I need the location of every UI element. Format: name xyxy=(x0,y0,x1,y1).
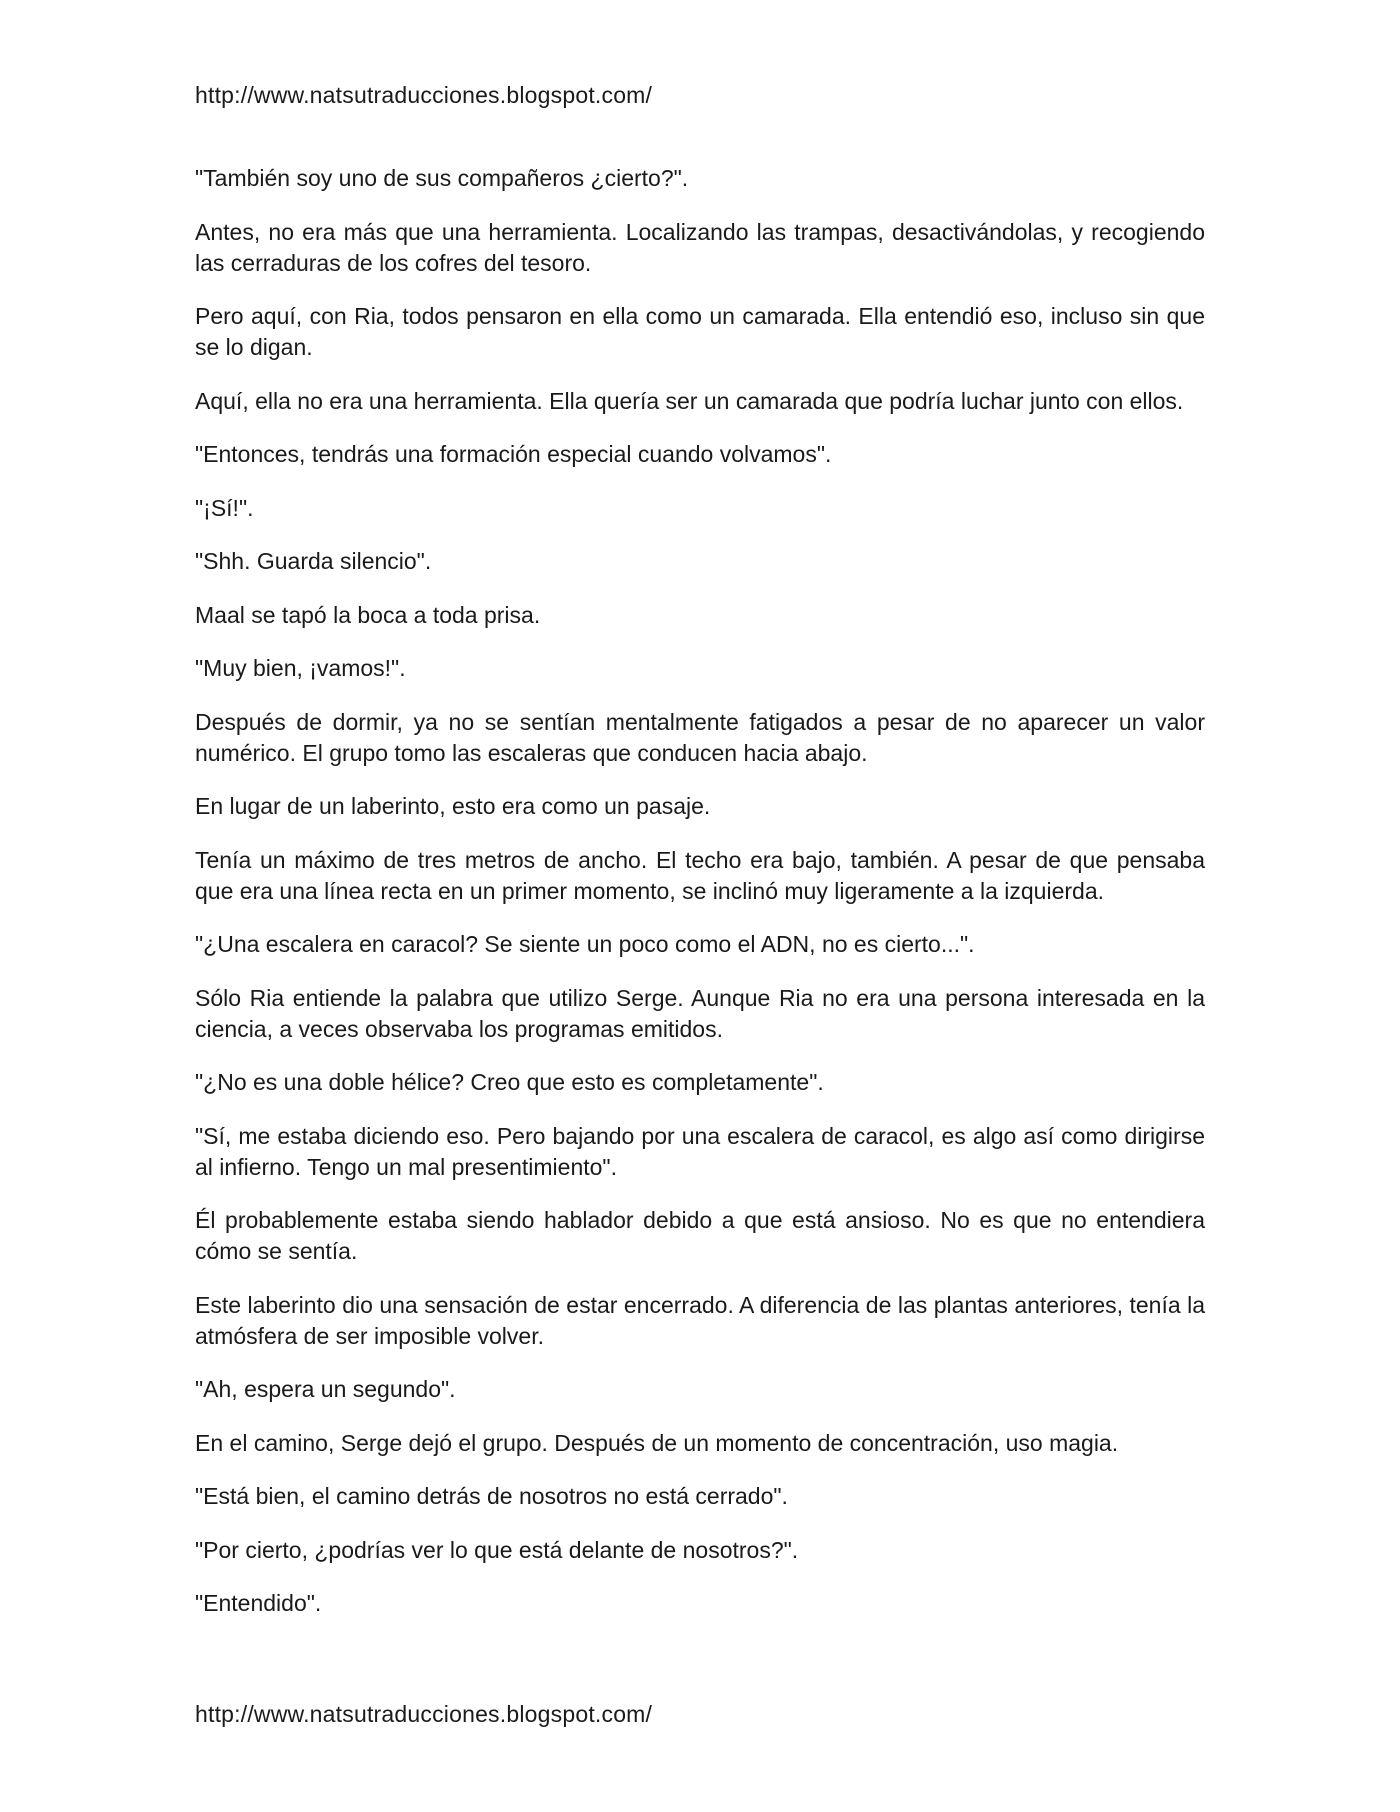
paragraph: "También soy uno de sus compañeros ¿cierto?". xyxy=(195,165,689,191)
paragraph: Aquí, ella no era una herramienta. Ella quería ser un camarada que podría luchar junto con ellos. xyxy=(195,387,1184,414)
body-text xyxy=(195,163,1205,1642)
paragraph: Pero aquí, con Ria, todos pensaron en ella como un camarada. Ella entendió eso, incluso sin que se lo digan. xyxy=(195,303,1205,360)
paragraph: "Ah, espera un segundo". xyxy=(195,1376,456,1402)
paragraph: "¡Sí!". xyxy=(195,494,254,521)
paragraph: Sólo Ria entiende la palabra que utilizo Serge. Aunque Ria no era una persona interesada en la ciencia, a veces observaba los programas emitidos. xyxy=(195,984,1205,1042)
footer-url: http://www.natsutraducciones.blogspot.com/ xyxy=(195,1701,653,1727)
paragraph: Este laberinto dio una sensación de estar encerrado. A diferencia de las plantas anteriores, tenía la atmósfera de ser imposible volver. xyxy=(195,1291,1205,1349)
paragraph: En el camino, Serge dejó el grupo. Después de un momento de concentración, uso magia. xyxy=(195,1429,1119,1456)
paragraph: "Por cierto, ¿podrías ver lo que está delante de nosotros?". xyxy=(195,1536,799,1563)
paragraph: "Entonces, tendrás una formación especial cuando volvamos". xyxy=(195,441,832,467)
paragraph: Antes, no era más que una herramienta. Localizando las trampas, desactivándolas, y recogiendo las cerraduras de los cofres del tesoro. xyxy=(195,218,1205,276)
paragraph: Él probablemente estaba siendo hablador debido a que está ansioso. No es que no entendiera cómo se sentía. xyxy=(195,1207,1205,1264)
paragraph: Después de dormir, ya no se sentían mentalmente fatigados a pesar de no aparecer un valor numérico. El grupo tomo las escaleras que conducen hacia abajo. xyxy=(195,708,1205,766)
paragraph: "¿No es una doble hélice? Creo que esto es completamente". xyxy=(195,1069,824,1095)
paragraph: "¿Una escalera en caracol? Se siente un poco como el ADN, no es cierto...". xyxy=(195,931,975,957)
paragraph: "Muy bien, ¡vamos!". xyxy=(195,655,406,681)
paragraph: En lugar de un laberinto, esto era como un pasaje. xyxy=(195,793,711,819)
paragraph: "Shh. Guarda silencio". xyxy=(195,548,432,574)
header-url: http://www.natsutraducciones.blogspot.com/ xyxy=(195,82,653,108)
paragraph: "Está bien, el camino detrás de nosotros no está cerrado". xyxy=(195,1483,788,1509)
paragraph: Tenía un máximo de tres metros de ancho. El techo era bajo, también. A pesar de que pensaba que era una línea recta en un primer momento, se inclinó muy ligeramente a la izquierda. xyxy=(195,846,1205,904)
paragraph: "Entendido". xyxy=(195,1590,322,1616)
paragraph: "Sí, me estaba diciendo eso. Pero bajando por una escalera de caracol, es algo así como dirigirse al infierno. Tengo un mal presentimiento". xyxy=(195,1122,1205,1180)
paragraph: Maal se tapó la boca a toda prisa. xyxy=(195,601,541,628)
